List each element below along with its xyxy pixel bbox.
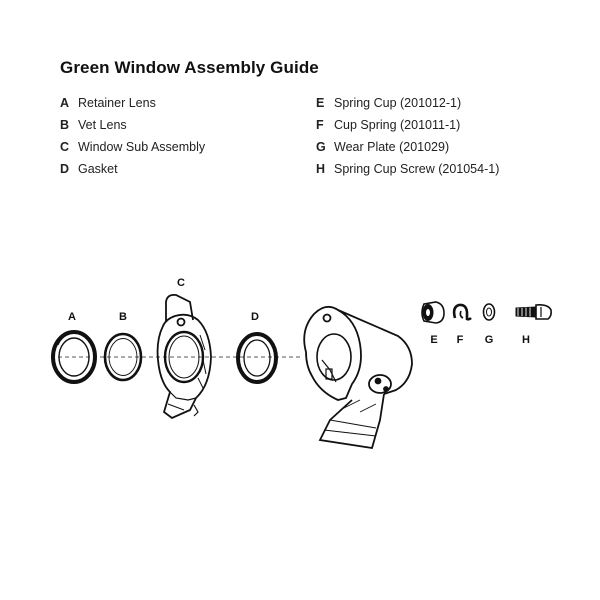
legend-label: Spring Cup Screw (201054-1) xyxy=(334,162,500,176)
legend-letter: F xyxy=(316,118,324,132)
part-label-f: F xyxy=(456,334,464,346)
legend-label: Retainer Lens xyxy=(78,96,156,110)
page-title: Green Window Assembly Guide xyxy=(60,58,319,77)
legend-letter: G xyxy=(316,140,326,154)
legend-label: Vet Lens xyxy=(78,118,127,132)
part-label-g: G xyxy=(484,334,494,346)
part-label-e: E xyxy=(430,334,438,346)
legend-label: Spring Cup (201012-1) xyxy=(334,96,462,110)
window-housing-drawing xyxy=(304,307,412,448)
part-label-a: A xyxy=(68,311,76,323)
legend-letter: A xyxy=(60,96,70,110)
part-label-c: C xyxy=(177,277,185,289)
legend-label: Gasket xyxy=(78,162,118,176)
part-label-b: B xyxy=(119,311,127,323)
legend-label: Wear Plate (201029) xyxy=(334,140,450,154)
part-label-h: H xyxy=(522,334,530,346)
legend-letter: D xyxy=(60,162,70,176)
window-sub-assembly-drawing xyxy=(158,295,211,418)
cup-spring-drawing xyxy=(454,305,471,319)
wear-plate-drawing xyxy=(484,304,495,320)
legend-letter: H xyxy=(316,162,326,176)
legend-label: Cup Spring (201011-1) xyxy=(334,118,461,132)
part-label-d: D xyxy=(251,311,259,323)
spring-cup-screw-drawing xyxy=(516,305,551,319)
legend-label: Window Sub Assembly xyxy=(78,140,206,154)
legend-letter: B xyxy=(60,118,70,132)
legend-letter: C xyxy=(60,140,70,154)
gasket-drawing xyxy=(238,334,276,382)
legend-letter: E xyxy=(316,96,325,110)
spring-cup-drawing xyxy=(422,302,444,323)
